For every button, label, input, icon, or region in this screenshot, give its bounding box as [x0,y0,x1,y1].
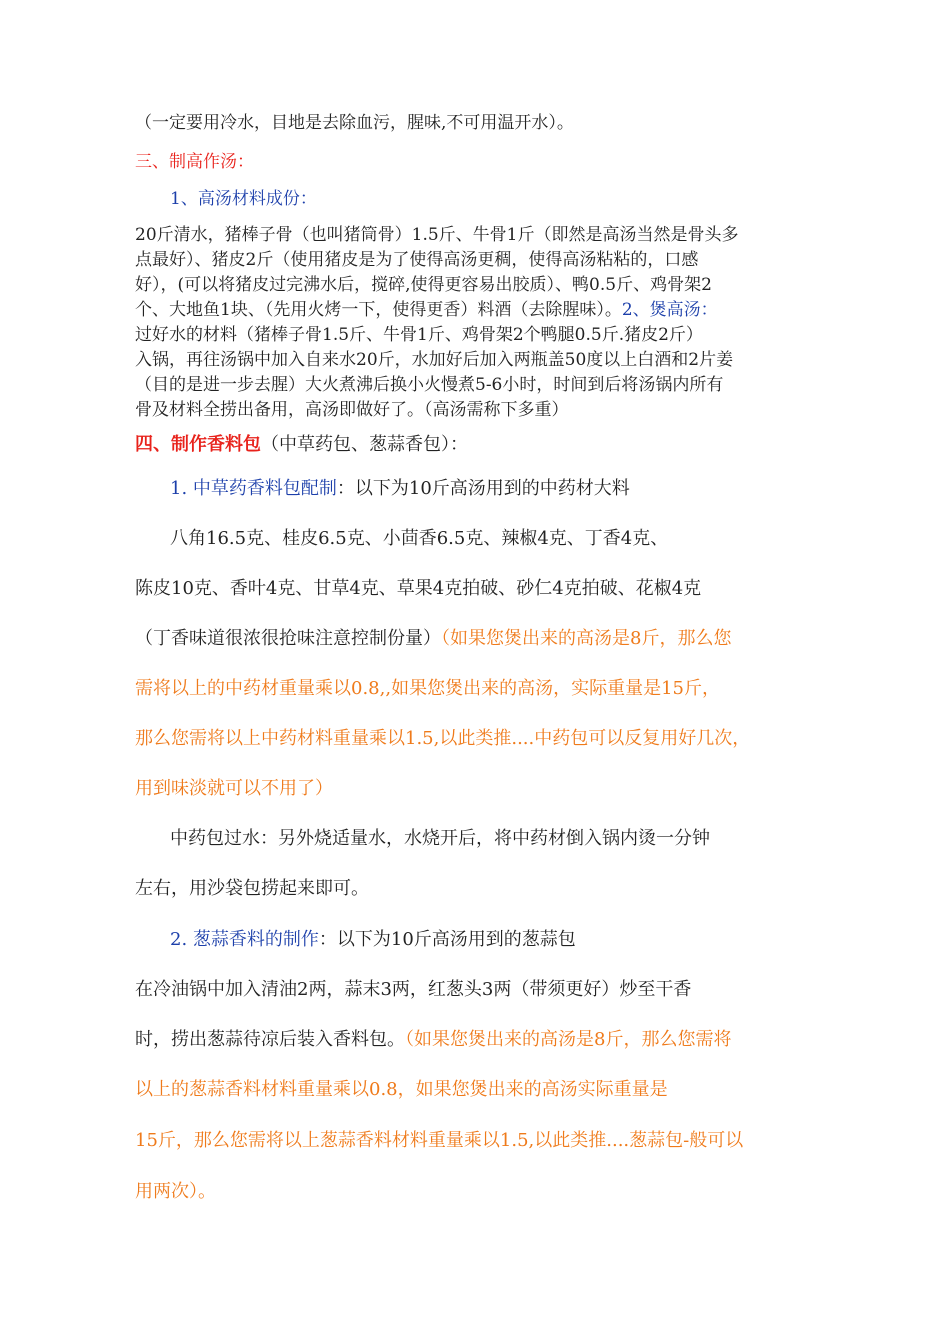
section-4-title: 四、制作香料包 [135,434,261,455]
ingredients-paragraph-line: 好），(可以将猪皮过完沸水后，搅碎,使得更容易出胶质）、鸭0.5斤、鸡骨架2 [135,275,712,295]
garlic-method-text: 时，捞出葱蒜待凉后装入香料包。 [135,1029,405,1050]
herb-scaling-note-line: 那么您需将以上中药材料重量乘以1.5,以此类推....中药包可以反复用好几次， [135,728,751,749]
garlic-pack-intro: ：以下为10斤高汤用到的葱蒜包 [318,929,576,950]
garlic-scaling-note-line: 15斤，那么您需将以上葱蒜香料材料重量乘以1.5,以此类推....葱蒜包-般可以 [135,1130,744,1151]
herb-scaling-note-line: 用到味淡就可以不用了） [135,778,333,799]
herb-list-line: 八角16.5克、桂皮6.5克、小茴香6.5克、辣椒4克、丁香4克、 [170,528,669,549]
herb-blanch-line: 中药包过水：另外烧适量水，水烧开后，将中药材倒入锅内烫一分钟 [170,828,710,849]
herb-pack-heading [170,474,630,500]
ingredients-paragraph-line: 20斤清水，猪棒子骨（也叫猪筒骨）1.5斤、牛骨1斤（即然是高汤当然是骨头多 [135,225,739,245]
herb-blanch-line: 左右，用沙袋包捞起来即可。 [135,878,369,899]
stew-paragraph-line: 入锅，再往汤锅中加入自来水20斤，水加好后加入两瓶盖50度以上白酒和2片姜 [135,350,734,370]
clove-warning: （丁香味道很浓很抢味注意控制份量） [135,628,441,649]
garlic-method-line [135,1025,731,1051]
ingredients-paragraph-line: 点最好）、猪皮2斤（使用猪皮是为了使得高汤更稠，使得高汤粘粘的，口感 [135,250,699,270]
garlic-method-line: 在冷油锅中加入清油2两，蒜末3两，红葱头3两（带须更好）炒至干香 [135,979,692,1000]
stew-paragraph-line: 过好水的材料（猪棒子骨1.5斤、牛骨1斤、鸡骨架2个鸭腿0.5斤.猪皮2斤） [135,325,703,345]
stew-paragraph-line: （目的是进一步去腥）大火煮沸后换小火慢煮5-6小时，时间到后将汤锅内所有 [135,375,724,395]
cold-water-note: （一定要用冷水，目地是去除血污，腥味,不可用温开水）。 [135,113,574,133]
section-4-subtitle: （中草药包、葱蒜香包）： [261,434,468,455]
garlic-scaling-note-line: 以上的葱蒜香料材料重量乘以0.8，如果您煲出来的高汤实际重量是 [135,1079,668,1100]
garlic-pack-title: 2. 葱蒜香料的制作 [170,929,319,950]
section-3-heading: 三、制高作汤： [135,152,254,172]
herb-pack-intro: ：以下为10斤高汤用到的中药材大料 [336,478,630,499]
herb-scaling-note-line: 需将以上的中药材重量乘以0.8,,如果您煲出来的高汤，实际重量是15斤， [135,678,720,699]
garlic-scaling-note: （如果您煲出来的高汤是8斤，那么您需将 [405,1029,732,1050]
stew-paragraph-line: 骨及材料全捞出备用，高汤即做好了。（高汤需称下多重） [135,400,569,420]
stew-soup-heading: 2、煲高汤： [621,300,718,320]
garlic-scaling-note-line: 用两次）。 [135,1181,216,1202]
herb-pack-title: 1. 中草药香料包配制 [170,478,337,499]
ingredients-text: 个、大地鱼1块、（先用火烤一下，使得更香）料酒（去除腥味）。 [135,300,622,320]
ingredients-paragraph-line [135,295,718,320]
soup-ingredients-heading: 1、高汤材料成份： [170,189,317,209]
garlic-pack-heading [170,925,576,951]
herb-scaling-note: （如果您煲出来的高汤是8斤，那么您 [441,628,732,649]
herb-list-line: 陈皮10克、香叶4克、甘草4克、草果4克拍破、砂仁4克拍破、花椒4克 [135,578,702,599]
herb-note-line [135,624,731,650]
section-4-heading [135,430,468,456]
